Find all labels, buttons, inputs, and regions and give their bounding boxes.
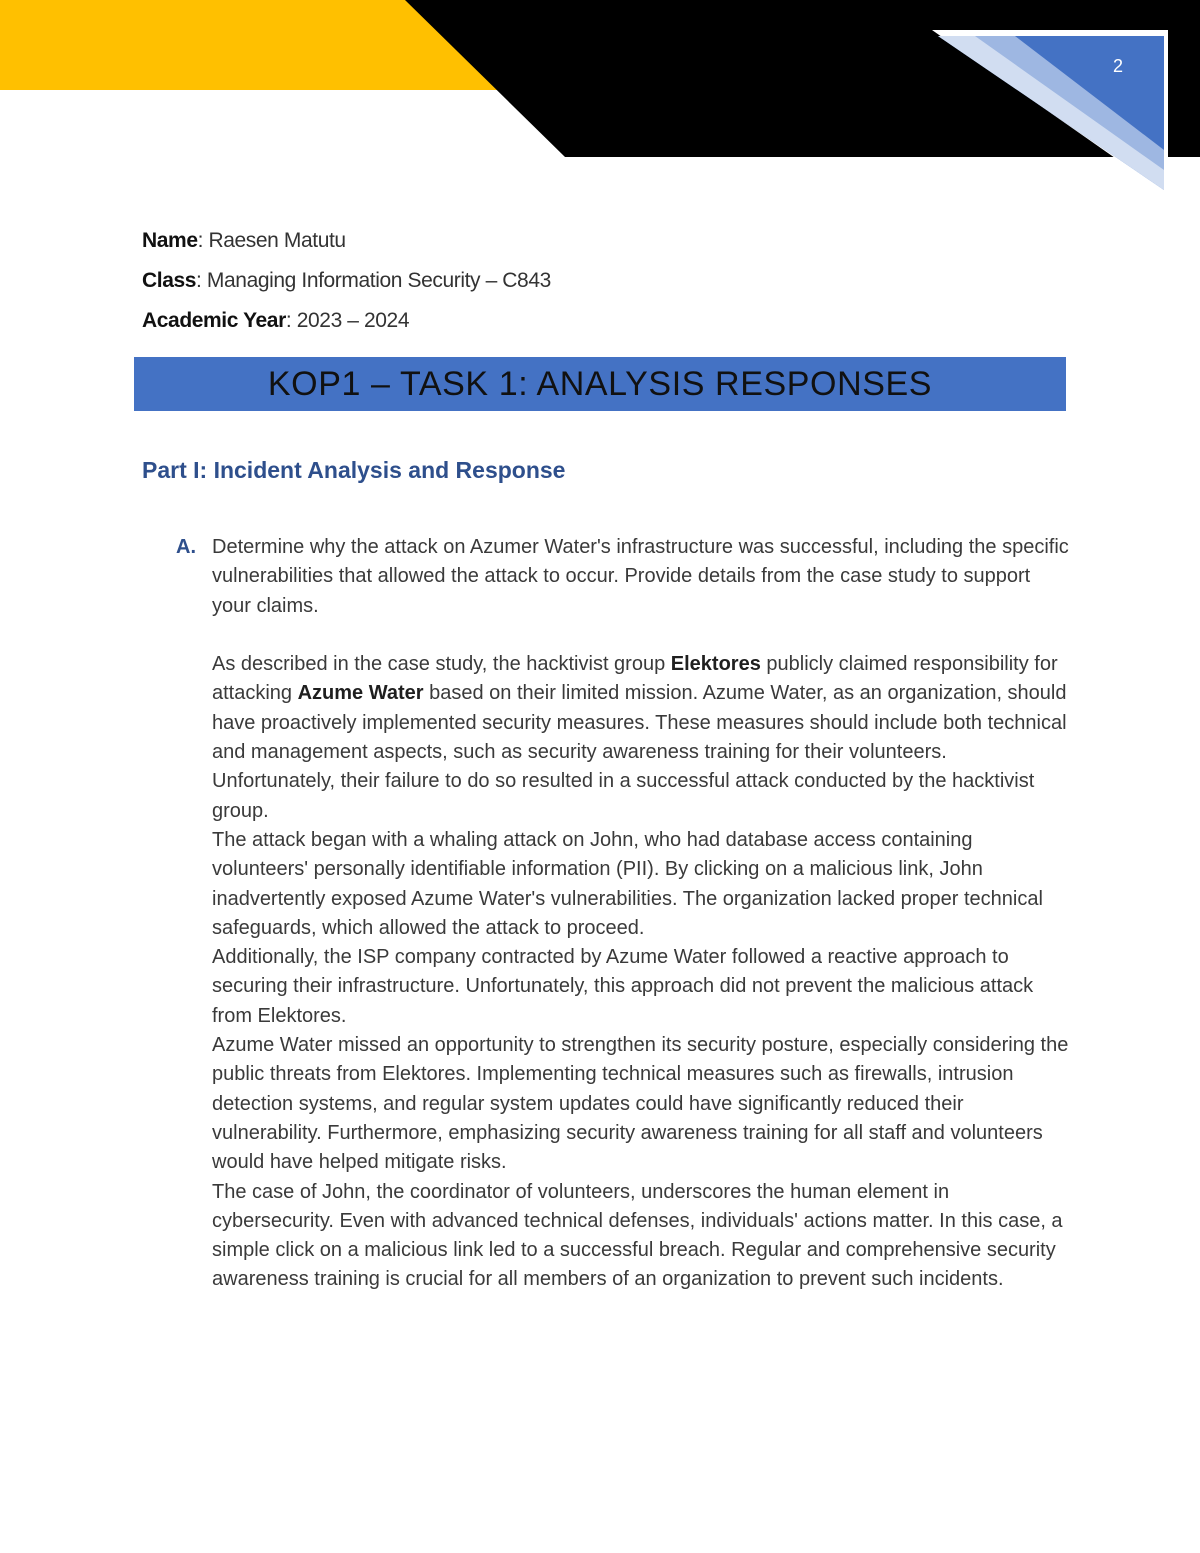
document-title: KOP1 – TASK 1: ANALYSIS RESPONSES <box>267 364 933 403</box>
response-paragraph-5: The case of John, the coordinator of volunteers, underscores the human element in cybersecurity. Even with advanced technical defenses, individuals' actions matter. In this case, a simple click on a malicious link led to a successful breach. Regular and comprehensive security awareness training is crucial for all members of an organization to prevent such incidents. <box>212 1180 1063 1291</box>
class-label: Class <box>142 269 197 292</box>
group-name-emphasis: Elektores <box>670 653 761 676</box>
name-label: Name <box>142 229 198 252</box>
header-decoration <box>0 0 1200 200</box>
paragraph-text: based on their limited mission. Azume Water, as an organization, should have proactively implemented security measures. These measures should include both technical and management aspects, such as security awareness training for their volunteers. Unfortunately, their failure to do so resulted in a successful attack conducted by the hacktivist group. <box>212 682 1067 822</box>
response-paragraph-3: Additionally, the ISP company contracted by Azume Water followed a reactive approach to securing their infrastructure. Unfortunately, this approach did not prevent the malicious attack from Elektores. <box>212 946 1034 1027</box>
class-value: : Managing Information Security – C843 <box>196 269 551 292</box>
academic-year-label: Academic Year <box>142 309 286 332</box>
item-a-content <box>212 533 1072 1295</box>
academic-year-line <box>142 306 551 346</box>
name-value: : Raesen Matutu <box>197 229 346 252</box>
class-line <box>142 266 551 306</box>
question-prompt: Determine why the attack on Azumer Water's infrastructure was successful, including the specific vulnerabilities that allowed the attack to occur. Provide details from the case study to support your claims. <box>212 536 1069 617</box>
item-marker: A. <box>176 536 196 558</box>
title-banner <box>134 357 1066 411</box>
response-paragraph-4: Azume Water missed an opportunity to strengthen its security posture, especially considering the public threats from Elektores. Implementing technical measures such as firewalls, intrusion detection systems, and regular system updates could have significantly reduced their vulnerability. Furthermore, emphasizing security awareness training for all staff and volunteers would have helped mitigate risks. <box>212 1034 1069 1174</box>
organization-name-emphasis: Azume Water <box>297 682 424 705</box>
response-paragraph-2: The attack began with a whaling attack on John, who had database access containing volunteers' personally identifiable information (PII). By clicking on a malicious link, John inadvertently exposed Azume Water's vulnerabilities. The organization lacked proper technical safeguards, which allowed the attack to proceed. <box>212 828 1043 939</box>
student-info <box>142 226 551 346</box>
name-line <box>142 226 551 266</box>
page-number: 2 <box>1112 56 1123 76</box>
response-paragraph-1 <box>212 650 1072 826</box>
part-heading: Part I: Incident Analysis and Response <box>142 457 566 483</box>
paragraph-spacer <box>212 621 1072 650</box>
academic-year-value: : 2023 – 2024 <box>285 309 410 332</box>
paragraph-text: As described in the case study, the hacktivist group <box>212 653 671 676</box>
paragraph-text: publicly claimed responsibility for attacking <box>212 653 1058 705</box>
